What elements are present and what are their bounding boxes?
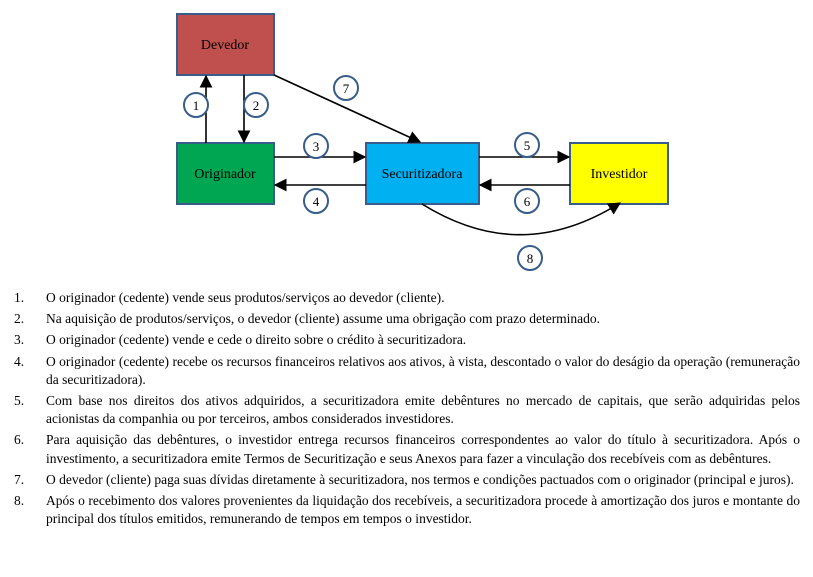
node-investidor (570, 143, 668, 204)
step-item-number: 7. (14, 471, 25, 487)
step-item-3 (14, 331, 800, 349)
step-item-number: 3. (14, 332, 25, 348)
step-item-1 (14, 289, 800, 307)
step-item-text: Após o recebimento dos valores provenientes da liquidação dos recebíveis, a securitizadora procede à amortização dos juros e montante do principal dos títulos emitidos, remunerando de tempos em tempos o investidor. (46, 493, 800, 527)
step-item-6 (14, 431, 800, 467)
steps-list (14, 289, 800, 531)
step-circle-7 (334, 76, 358, 100)
node-devedor-label: Devedor (200, 38, 250, 53)
step-item-text: O originador (cedente) vende seus produtos/serviços ao devedor (cliente). (46, 290, 445, 305)
node-securitizadora (366, 143, 479, 204)
step-circle-8-label: 8 (526, 251, 534, 266)
step-circle-1 (184, 93, 208, 117)
step-item-text: O originador (cedente) recebe os recursos financeiros relativos aos ativos, à vista, descontado o valor do deságio da operação (remuneração da securitizadora). (46, 353, 800, 387)
step-circle-6-label: 6 (523, 194, 531, 209)
step-circle-2-label: 2 (252, 98, 260, 113)
step-circle-3 (304, 134, 328, 158)
step-item-text: Na aquisição de produtos/serviços, o devedor (cliente) assume uma obrigação com prazo determinado. (46, 311, 601, 327)
step-circle-4-label: 4 (312, 194, 320, 209)
step-item-number: 2. (14, 311, 25, 327)
step-item-5 (14, 392, 800, 428)
step-circle-7-label: 7 (342, 81, 350, 96)
step-item-number: 1. (14, 290, 25, 305)
step-item-7 (14, 471, 800, 489)
step-item-text: O devedor (cliente) paga suas dívidas diretamente à securitizadora, nos termos e condições pactuados com o originador (principal e juros). (46, 471, 794, 487)
step-circle-4 (304, 189, 328, 213)
step-circle-3-label: 3 (312, 139, 320, 154)
node-securitizadora-label: Securitizadora (381, 167, 463, 182)
step-item-number: 4. (14, 353, 25, 369)
securitization-flow-diagram (0, 0, 813, 285)
step-item-8 (14, 492, 800, 528)
step-circle-8 (518, 246, 542, 270)
node-devedor (177, 14, 274, 75)
step-item-text: Para aquisição das debêntures, o investidor entrega recursos financeiros correspondentes ao valor do título à securitizadora. Após o investimento, a securitizadora emite Termos de Securitização e seus Anexos para fazer a vinculação dos recebíveis com as debêntures. (46, 432, 800, 466)
step-item-text: O originador (cedente) vende e cede o direito sobre o crédito à securitizadora. (46, 332, 467, 348)
step-circle-5-label: 5 (523, 138, 531, 153)
step-item-2 (14, 310, 800, 328)
node-investidor-label: Investidor (590, 167, 648, 182)
step-circle-2 (244, 93, 268, 117)
step-item-4 (14, 353, 800, 389)
step-circle-5 (515, 133, 539, 157)
step-circle-1-label: 1 (192, 98, 200, 113)
node-originador (177, 143, 274, 204)
step-item-number: 5. (14, 393, 25, 409)
node-originador-label: Originador (194, 167, 256, 182)
step-item-text: Com base nos direitos dos ativos adquiridos, a securitizadora emite debêntures no mercado de capitais, que serão adquiridas pelos acionistas da companhia ou por terceiros, ambos considerados investidores. (46, 393, 800, 427)
step-circle-6 (515, 189, 539, 213)
step-item-number: 8. (14, 493, 25, 509)
step-item-number: 6. (14, 432, 25, 448)
